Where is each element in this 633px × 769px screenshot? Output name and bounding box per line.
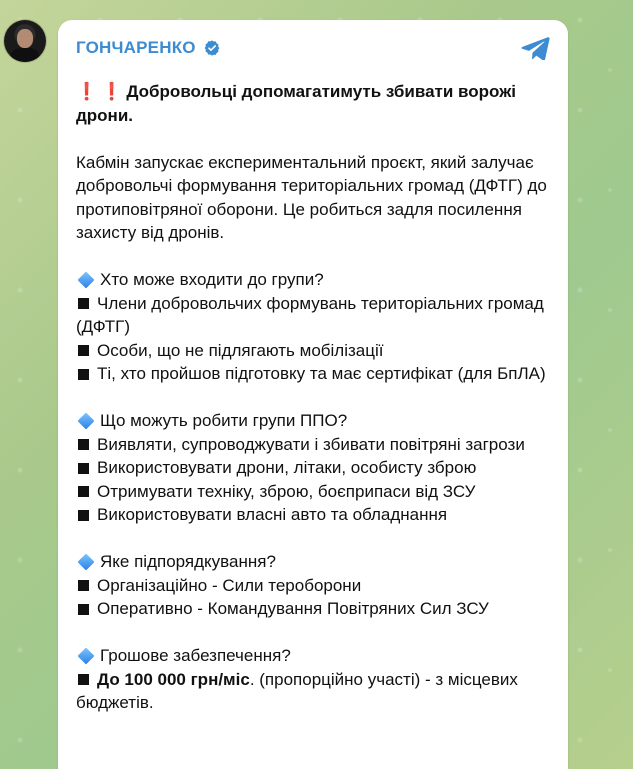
list-item (76, 503, 550, 527)
exclamation-icon: ❗ (76, 82, 98, 101)
section-subordination (76, 550, 550, 621)
black-square-icon (78, 510, 89, 521)
black-square-icon (78, 439, 89, 450)
black-square-icon (78, 298, 89, 309)
message-content (76, 80, 550, 715)
pay-details: . (пропорційно участі) - з місцевих бюджетів. (76, 669, 518, 712)
black-square-icon (78, 463, 89, 474)
list-item (76, 574, 550, 598)
black-square-icon (78, 604, 89, 615)
section-heading (76, 409, 550, 433)
list-item-text: Виявляти, супроводжувати і збивати повітряні загрози (97, 434, 525, 454)
list-item-text: Використовувати дрони, літаки, особисту зброю (97, 458, 477, 477)
list-item-text: Оперативно - Командування Повітряних Сил ЗСУ (97, 599, 489, 618)
section-heading-text: Хто може входити до групи? (100, 270, 324, 289)
list-item-text: Члени добровольчих формувань територіальних громад (ДФТГ) (76, 293, 544, 336)
list-item (76, 433, 550, 457)
post-intro: Кабмін запускає експериментальний проєкт, який залучає добровольчі формування територіальних громад (ДФТГ) до протиповітряної оборони. Це робиться задля посилення захисту від дронів. (76, 152, 547, 242)
list-item-text: Ті, хто пройшов підготовку та має сертифікат (для БпЛА) (97, 364, 546, 383)
black-square-icon (78, 486, 89, 497)
section-tasks (76, 409, 550, 527)
list-item-text: Використовувати власні авто та обладнання (97, 505, 448, 524)
avatar-shirt (11, 48, 39, 62)
list-item-text: Організаційно - Сили тероборони (97, 575, 362, 595)
section-heading-text: Що можуть робити групи ППО? (100, 411, 348, 430)
black-square-icon (78, 674, 89, 685)
section-pay (76, 644, 550, 715)
black-square-icon (78, 580, 89, 591)
channel-name[interactable]: ГОНЧАРЕНКО (76, 38, 196, 57)
section-members (76, 268, 550, 386)
message-bubble (58, 20, 568, 769)
list-item (76, 480, 550, 504)
section-heading-text: Грошове забезпечення? (100, 646, 291, 665)
section-heading (76, 268, 550, 292)
blue-diamond-icon (78, 554, 95, 571)
blue-diamond-icon (78, 413, 95, 430)
section-heading (76, 644, 550, 668)
list-item (76, 597, 550, 621)
list-item (76, 339, 550, 363)
avatar-face (17, 29, 33, 48)
list-item-text: Особи, що не підлягають мобілізації (97, 340, 384, 360)
section-heading (76, 550, 550, 574)
blue-diamond-icon (78, 272, 95, 289)
black-square-icon (78, 369, 89, 380)
telegram-icon[interactable] (520, 36, 550, 60)
exclamation-icon: ❗ (101, 82, 123, 101)
post-title (76, 80, 550, 127)
list-item (76, 456, 550, 480)
post-title-text: Добровольці допомагатимуть збивати ворожі дрони. (76, 82, 516, 125)
channel-avatar[interactable] (4, 20, 46, 62)
verified-icon (203, 39, 221, 57)
section-heading-text: Яке підпорядкування? (100, 552, 276, 571)
list-item (76, 668, 550, 715)
blue-diamond-icon (78, 648, 95, 665)
message-header (76, 34, 550, 62)
pay-amount: До 100 000 грн/міс (97, 669, 250, 689)
list-item-text: Отримувати техніку, зброю, боєприпаси від ЗСУ (97, 481, 476, 501)
black-square-icon (78, 345, 89, 356)
list-item (76, 362, 550, 386)
list-item (76, 292, 550, 339)
